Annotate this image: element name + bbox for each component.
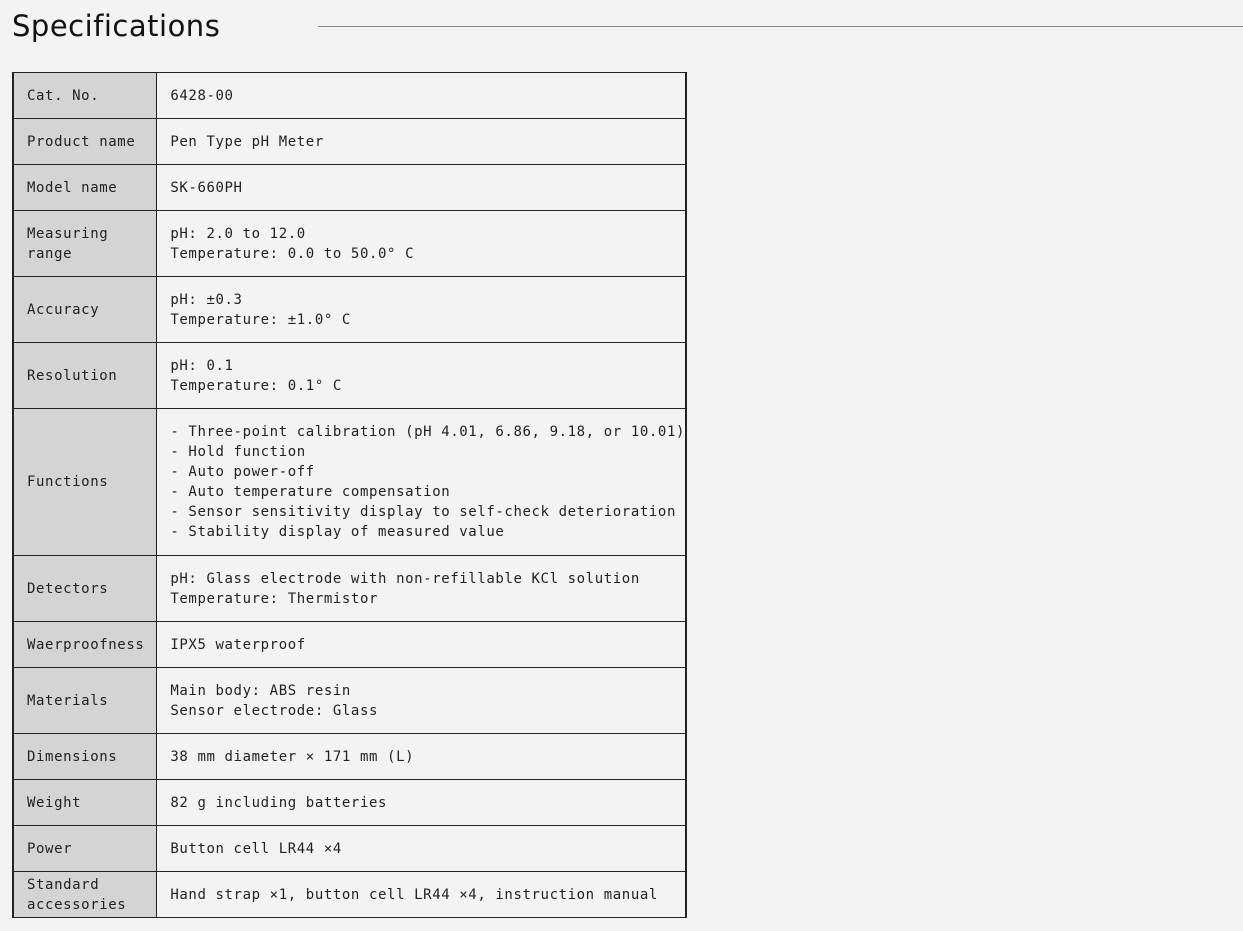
spec-row [13,556,686,622]
spec-value-line: Sensor electrode: Glass [170,702,379,719]
spec-label: Materials [13,668,157,734]
spec-row [13,409,686,556]
spec-row [13,734,686,780]
page-title: Specifications [12,9,221,43]
spec-value [157,277,686,343]
title-divider [318,26,1243,27]
spec-row [13,211,686,277]
spec-value [157,165,686,211]
spec-label: Resolution [13,343,157,409]
spec-row [13,872,686,918]
spec-value [157,556,686,622]
spec-value-line: Temperature: ±1.0° C [170,311,351,328]
spec-value [157,780,686,826]
spec-row [13,165,686,211]
spec-label: Product name [13,119,157,165]
spec-row [13,73,686,119]
spec-value-line: IPX5 waterproof [170,636,306,653]
spec-value-line: Button cell LR44 ×4 [170,840,342,857]
spec-value [157,872,686,918]
spec-value-line: - Three-point calibration (pH 4.01, 6.86, 9.18, or 10.01) [170,424,685,440]
spec-label: Accuracy [13,277,157,343]
spec-value-line: pH: ±0.3 [170,291,243,308]
spec-label: Waerproofness [13,622,157,668]
spec-row [13,119,686,165]
spec-value-line: 82 g including batteries [170,794,388,811]
spec-row [13,826,686,872]
spec-value [157,826,686,872]
spec-row [13,622,686,668]
spec-label: Weight [13,780,157,826]
spec-value-line: 38 mm diameter × 171 mm (L) [170,748,415,765]
spec-row [13,668,686,734]
spec-label: Measuring range [13,211,157,277]
spec-value-line: Temperature: 0.1° C [170,377,342,394]
spec-value-line: pH: 2.0 to 12.0 [170,225,306,242]
spec-value-line: Temperature: 0.0 to 50.0° C [170,245,415,262]
spec-value-line: pH: 0.1 [170,357,234,374]
spec-label: Dimensions [13,734,157,780]
spec-value-line: - Hold function [170,444,306,460]
spec-row [13,277,686,343]
spec-value-line: - Sensor sensitivity display to self-check deterioration [170,504,676,520]
spec-label: Functions [13,409,157,556]
spec-value-line: Temperature: Thermistor [170,590,379,607]
spec-value [157,211,686,277]
specifications-table [12,72,687,918]
spec-label: Model name [13,165,157,211]
spec-value-line: 6428-00 [170,87,234,104]
spec-value-line: SK-660PH [170,179,243,196]
spec-label: Power [13,826,157,872]
spec-value [157,73,686,119]
spec-label: Cat. No. [13,73,157,119]
spec-value-line: Pen Type pH Meter [170,133,324,150]
spec-value [157,409,686,556]
spec-row [13,343,686,409]
spec-value-line: - Auto power-off [170,464,315,480]
spec-value [157,734,686,780]
spec-label: Detectors [13,556,157,622]
spec-label: Standard accessories [13,872,157,918]
spec-value [157,668,686,734]
spec-row [13,780,686,826]
spec-value-line: - Stability display of measured value [170,524,505,540]
spec-value-line: Main body: ABS resin [170,682,351,699]
spec-value [157,622,686,668]
spec-value [157,119,686,165]
spec-value [157,343,686,409]
spec-value-line: Hand strap ×1, button cell LR44 ×4, instruction manual [170,886,658,903]
spec-value-line: pH: Glass electrode with non-refillable KCl solution [170,570,640,587]
spec-value-line: - Auto temperature compensation [170,484,451,500]
